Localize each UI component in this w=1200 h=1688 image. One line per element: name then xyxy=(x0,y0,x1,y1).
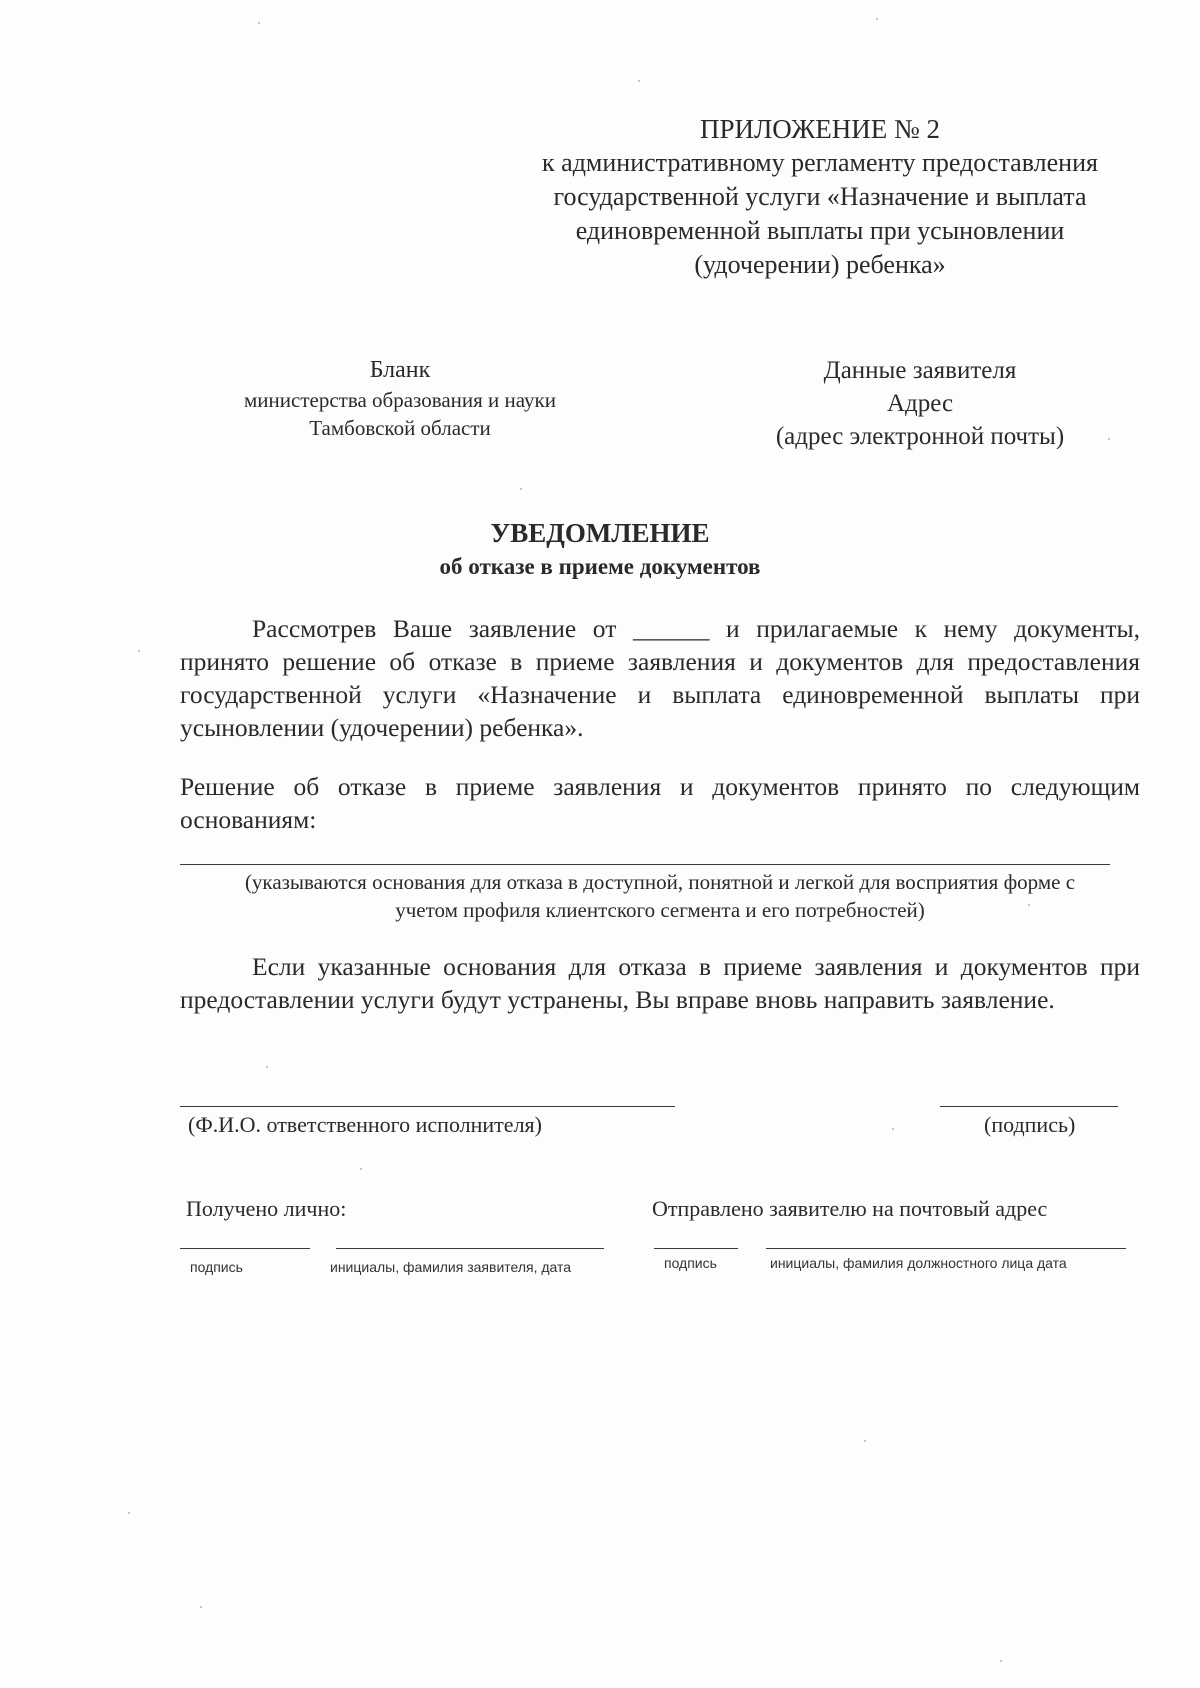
appendix-line: государственной услуги «Назначение и выплата xyxy=(553,182,1087,211)
sent-name-caption: инициалы, фамилия должностного лица дата xyxy=(770,1255,1067,1271)
blank-title: Бланк xyxy=(369,357,431,383)
scan-speck xyxy=(892,1128,894,1130)
sent-signature-caption: подпись xyxy=(664,1255,717,1271)
sent-signature-line xyxy=(654,1248,738,1249)
scan-speck xyxy=(876,18,878,20)
applicant-address-label: Адрес xyxy=(886,390,954,417)
notice-title: УВЕДОМЛЕНИЕ xyxy=(490,518,710,548)
received-signature-line xyxy=(180,1248,310,1249)
grounds-fill-line xyxy=(180,864,1110,865)
scan-speck xyxy=(138,650,140,652)
scan-speck xyxy=(1028,904,1030,906)
appendix-line: (удочерении) ребенка» xyxy=(694,250,946,279)
scan-speck xyxy=(864,1440,866,1442)
appendix-line: к административному регламенту предоставления xyxy=(542,148,1098,177)
body-paragraph-grounds: Решение об отказе в приеме заявления и документов принято по следующим основаниям: xyxy=(180,772,1140,834)
scan-speck xyxy=(360,1168,362,1170)
received-name-caption: инициалы, фамилия заявителя, дата xyxy=(330,1259,572,1275)
ministry-region-line: Тамбовской области xyxy=(309,416,491,440)
appendix-header xyxy=(480,112,1160,282)
received-personally-label: Получено лично: xyxy=(186,1196,347,1221)
grounds-hint-line: (указываются основания для отказа в доступной, понятной и легкой для восприятия форме с xyxy=(244,870,1076,894)
signature-label: (подпись) xyxy=(984,1112,1076,1137)
scan-speck xyxy=(200,1606,202,1608)
scan-speck xyxy=(638,80,640,82)
scan-speck xyxy=(266,1066,268,1068)
sent-by-post-label: Отправлено заявителю на почтовый адрес xyxy=(652,1196,1048,1221)
scan-speck xyxy=(1000,1660,1002,1662)
body-paragraph-review: Рассмотрев Ваше заявление от ______ и прилагаемые к нему документы, принято решение об отказе в приеме заявления и документов для предоставления государственной услуги «Назначение и выплата единовременной выплаты при усыновлении (удочерении) ребенка». xyxy=(180,614,1140,742)
scan-speck xyxy=(1108,438,1110,440)
received-signature-caption: подпись xyxy=(190,1259,243,1275)
applicant-data-label: Данные заявителя xyxy=(823,357,1017,384)
sent-name-line xyxy=(766,1248,1126,1249)
appendix-line: единовременной выплаты при усыновлении xyxy=(575,216,1065,245)
applicant-data-block xyxy=(720,354,1120,453)
appendix-title: ПРИЛОЖЕНИЕ № 2 xyxy=(699,114,941,144)
scan-speck xyxy=(520,488,522,490)
notice-subtitle: об отказе в приеме документов xyxy=(439,554,761,579)
body-paragraph-resubmit: Если указанные основания для отказа в приеме заявления и документов при предоставлении услуги будут устранены, Вы вправе вновь направить заявление. xyxy=(180,952,1140,1014)
executor-fill-line xyxy=(180,1106,675,1107)
grounds-hint-line: учетом профиля клиентского сегмента и его потребностей) xyxy=(395,898,925,922)
ministry-blank-block xyxy=(190,354,610,442)
grounds-hint xyxy=(180,868,1140,924)
signature-fill-line xyxy=(940,1106,1118,1107)
executor-label: (Ф.И.О. ответственного исполнителя) xyxy=(188,1112,542,1137)
scan-speck xyxy=(128,1512,130,1514)
received-name-line xyxy=(336,1248,604,1249)
scan-speck xyxy=(258,22,260,24)
ministry-name-line: министерства образования и науки xyxy=(244,388,556,412)
applicant-email-label: (адрес электронной почты) xyxy=(775,423,1065,450)
